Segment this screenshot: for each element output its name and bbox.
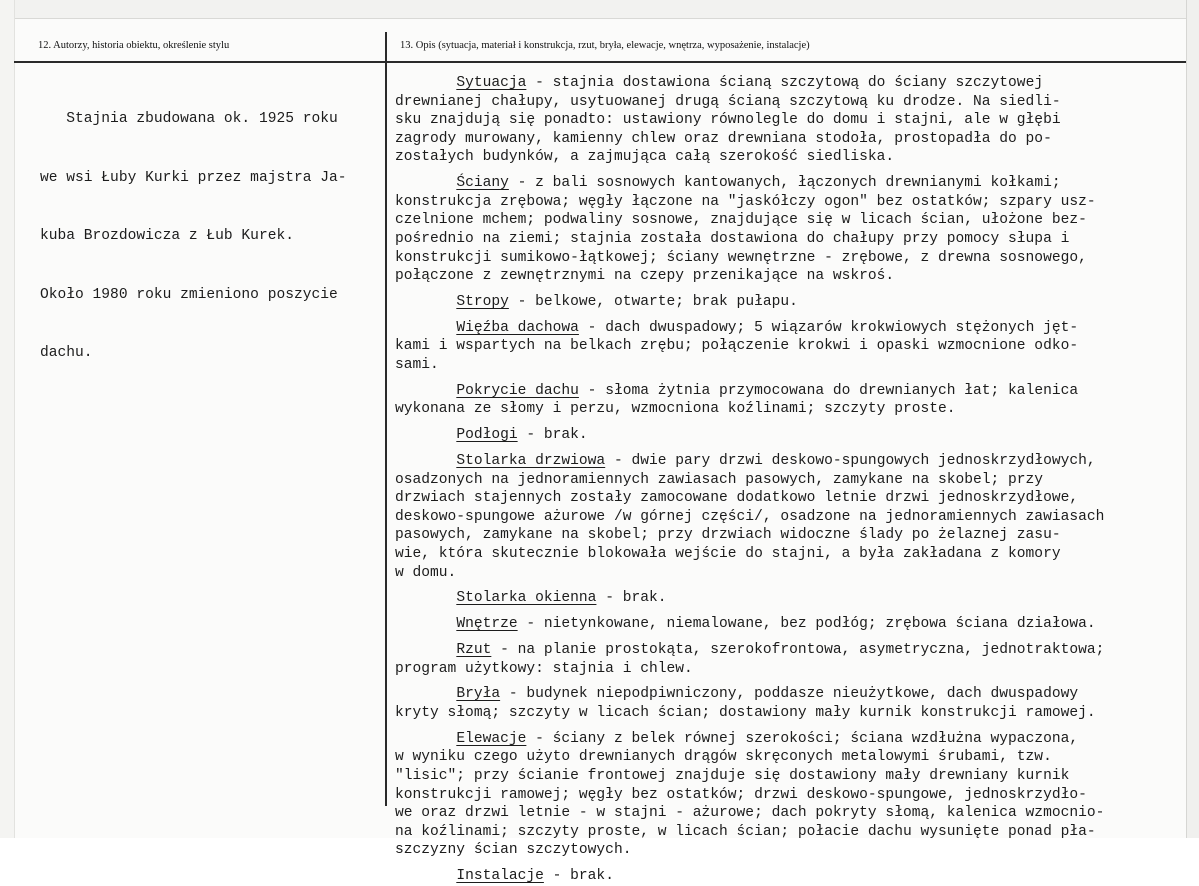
field-12-title: 12. Autorzy, historia obiektu, określenie stylu	[38, 40, 230, 51]
section-text-line: konstrukcji sumikowo-łątkowej; ściany wewnętrzne - zrębowe, z drewna sosnowego,	[395, 249, 1087, 266]
section-text-line: sami.	[395, 356, 439, 373]
scan-edge-right	[1186, 0, 1199, 838]
section-text: - dwie pary drzwi deskowo-spungowych jednoskrzydłowych,	[605, 453, 1096, 469]
paragraph-indent	[395, 616, 456, 632]
section-text-line: osadzonych na jednoramiennych zawiasach pasowych, zamykane na skobel; przy	[395, 471, 1044, 488]
paragraph-first-line	[395, 589, 667, 608]
section-text-line: drewnianej chałupy, usytuowanej drugą ścianą szczytową ku drodze. Na siedli-	[395, 93, 1061, 110]
description-paragraph	[395, 174, 1096, 286]
paragraph-indent	[395, 320, 456, 336]
section-text-line: sku znajdują się ponadto: ustawiony równolegle do domu i stajni, ale w głębi	[395, 112, 1061, 129]
description-paragraph	[395, 382, 1078, 419]
description-paragraph	[395, 293, 798, 312]
paragraph-first-line	[395, 382, 1078, 401]
section-text: - stajnia dostawiona ścianą szczytową do ściany szczytowej	[526, 75, 1044, 91]
history-line: we wsi Łuby Kurki przez majstra Ja-	[40, 169, 347, 186]
section-text-line: konstrukcja zrębowa; węgły łączone na "jaskółczy ogon" bez ostatków; szpary usz-	[395, 193, 1096, 210]
history-line: kuba Brozdowicza z Łub Kurek.	[40, 228, 294, 244]
section-text-line: drzwiach stajennych zostały zamocowane dodatkowo letnie drzwi jednoskrzydłowe,	[395, 490, 1079, 507]
paragraph-indent	[395, 590, 456, 606]
paragraph-first-line	[395, 730, 1104, 749]
description-paragraph	[395, 426, 588, 445]
paragraph-indent	[395, 175, 456, 191]
paragraph-indent	[395, 75, 456, 91]
paragraph-first-line	[395, 319, 1078, 338]
paragraph-first-line	[395, 641, 1104, 660]
section-text: - słoma żytnia przymocowana do drewnianych łat; kalenica	[578, 382, 1079, 399]
section-text: - brak.	[596, 590, 667, 607]
section-text-line: pasowych, zamykane na skobel; przy drzwiach widoczne ślady po żelaznej zasu-	[395, 527, 1061, 544]
section-text: - brak.	[517, 427, 588, 444]
section-heading: Bryła	[456, 686, 501, 703]
section-text-line: zostałych budynków, a zajmująca całą szerokość siedliska.	[395, 149, 895, 166]
section-heading: Więźba dachowa	[456, 319, 579, 336]
section-text-line: zagrody murowany, kamienny chlew oraz drewniana stodoła, prostopadła do po-	[395, 130, 1052, 147]
paragraph-first-line	[395, 452, 1104, 471]
paragraph-indent	[395, 383, 456, 399]
section-heading: Rzut	[456, 642, 492, 658]
section-text-line: deskowo-spungowe ażurowe /w górnej części/, osadzone na jednoramiennych zawiasach	[395, 508, 1105, 525]
history-line: Około 1980 roku zmieniono poszycie	[40, 286, 338, 303]
description-paragraph	[395, 641, 1104, 678]
scan-edge-left	[0, 0, 15, 838]
section-text-line: kami i wspartych na belkach zrębu; połączenie krokwi i opaski wzmocnione odko-	[395, 338, 1079, 355]
description-paragraph	[395, 685, 1096, 722]
field-13-title: 13. Opis (sytuacja, materiał i konstrukcja, rzut, bryła, elewacje, wnętrza, wyposażenie, instalacje)	[400, 40, 810, 51]
paragraph-indent	[395, 453, 456, 469]
section-text: - ściany z belek równej szerokości; ściana wzdłużna wypaczona,	[526, 730, 1079, 747]
section-text: - brak.	[543, 868, 614, 885]
header-divider	[14, 61, 1186, 63]
section-text-line: we oraz drzwi letnie - w stajni - ażurowe; dach pokryty słomą, kalenica wzmocnio-	[395, 805, 1105, 822]
section-text: - z bali sosnowych kantowanych, łączonych drewnianymi kołkami;	[508, 175, 1061, 192]
section-heading: Stolarka drzwiowa	[456, 453, 606, 469]
section-text-line: szczyzny ścian szczytowych.	[395, 842, 632, 859]
section-text-line: wie, która skutecznie blokowała wejście do stajni, a była zakładana z komory	[395, 545, 1061, 562]
section-text-line: program użytkowy: stajnia i chlew.	[395, 660, 693, 677]
column-divider	[385, 32, 387, 806]
section-text-line: na koźlinami; szczyty proste, w licach ścian; połacie dachu wysunięte ponad pła-	[395, 823, 1096, 840]
paragraph-indent	[395, 427, 456, 443]
paragraph-first-line	[395, 174, 1096, 193]
paragraph-first-line	[395, 867, 614, 886]
section-heading: Wnętrze	[456, 616, 518, 633]
section-heading: Sytuacja	[456, 75, 527, 91]
section-text-line: wykonana ze słomy i perzu, wzmocniona koźlinami; szczyty proste.	[395, 401, 956, 418]
section-heading: Pokrycie dachu	[456, 382, 579, 399]
description-paragraph	[395, 452, 1104, 582]
scan-edge-top	[0, 0, 1198, 19]
history-line: Stajnia zbudowana ok. 1925 roku	[40, 111, 338, 127]
paragraph-first-line	[395, 426, 588, 445]
paragraph-indent	[395, 642, 456, 658]
section-heading: Stropy	[456, 294, 509, 310]
section-text-line: w domu.	[395, 564, 457, 581]
description-paragraph	[395, 730, 1104, 860]
section-heading: Podłogi	[456, 427, 518, 444]
paragraph-first-line	[395, 615, 1096, 634]
description-paragraph	[395, 589, 667, 608]
paragraph-indent	[395, 686, 456, 702]
section-text: - budynek niepodpiwniczony, poddasze nieużytkowe, dach dwuspadowy	[500, 686, 1079, 703]
section-text-line: kryty słomą; szczyty w licach ścian; dostawiony mały kurnik konstrukcji ramowej.	[395, 704, 1096, 721]
section-text-line: konstrukcji ramowej; węgły bez ostatków; drzwi deskowo-spungowe, jednoskrzydło-	[395, 786, 1087, 803]
description-paragraph	[395, 74, 1061, 167]
paragraph-indent	[395, 294, 456, 310]
section-heading: Stolarka okienna	[456, 590, 597, 607]
description-paragraph	[395, 867, 614, 886]
paragraph-indent	[395, 731, 456, 747]
section-heading: Ściany	[456, 175, 509, 192]
paragraph-first-line	[395, 685, 1096, 704]
paragraph-indent	[395, 868, 456, 884]
description-paragraph	[395, 615, 1096, 634]
section-text-line: pośrednio na ziemi; stajnia została dostawiona do chałupy przy pomocy słupa i	[395, 230, 1070, 247]
section-text-line: w wyniku czego użyto drewnianych drągów skręconych metalowymi śrubami, tzw.	[395, 749, 1052, 766]
section-text: - nietynkowane, niemalowane, bez podłóg; zrębowa ściana działowa.	[517, 616, 1096, 633]
section-text-line: połączone z zewnętrznymi na czepy przenikające na wskroś.	[395, 268, 895, 285]
section-heading: Elewacje	[456, 730, 527, 747]
section-heading: Instalacje	[456, 868, 544, 885]
description-paragraph	[395, 319, 1078, 375]
section-text: - dach dwuspadowy; 5 wiązarów krokwiowych stężonych jęt-	[578, 319, 1079, 336]
history-line: dachu.	[40, 345, 93, 361]
section-text-line: czelnione mchem; podwaliny sosnowe, znajdujące się w licach ścian, ułożone bez-	[395, 212, 1087, 229]
description-column	[395, 74, 1185, 885]
section-text: - na planie prostokąta, szerokofrontowa, asymetryczna, jednotraktowa;	[491, 642, 1105, 658]
section-text-line: "lisic"; przy ścianie frontowej znajduje się dostawiony mały drewniany kurnik	[395, 767, 1070, 784]
paragraph-first-line	[395, 74, 1061, 93]
section-text: - belkowe, otwarte; brak pułapu.	[508, 294, 798, 310]
paragraph-first-line	[395, 293, 798, 312]
history-text	[40, 71, 347, 403]
